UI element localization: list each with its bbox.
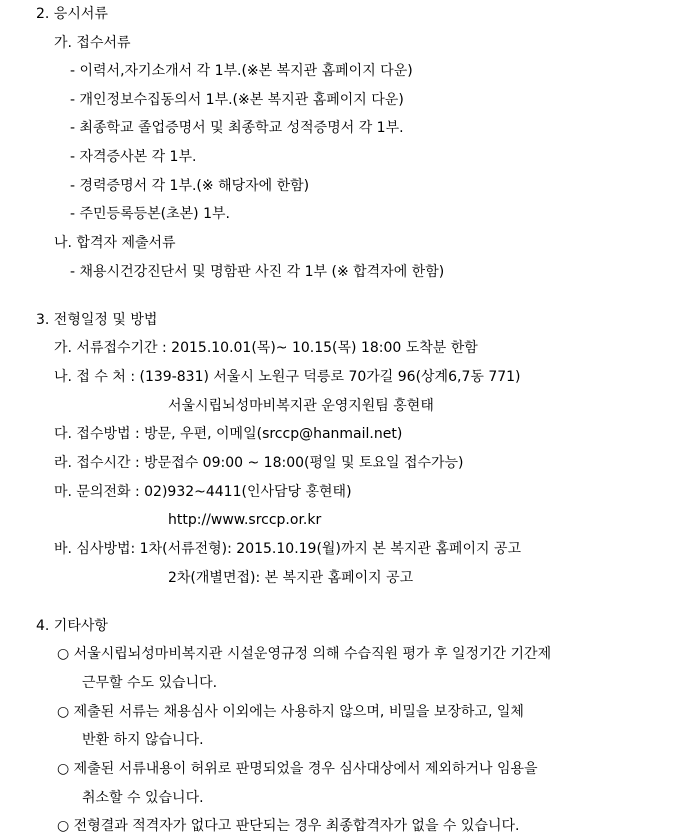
application-hours: 라. 접수시간 : 방문접수 09:00 ~ 18:00(평일 및 토요일 접수가능) <box>54 455 464 471</box>
application-period: 가. 서류접수기간 : 2015.10.01(목)~ 10.15(목) 18:00 도착분 한함 <box>54 340 478 356</box>
document-item: - 자격증사본 각 1부. <box>70 149 197 165</box>
section-2-heading: 2. 응시서류 <box>36 6 108 22</box>
subsection-successful-applicant-documents: 나. 합격자 제출서류 <box>54 235 176 251</box>
document-item: - 이력서,자기소개서 각 1부.(※본 복지관 홈페이지 다운) <box>70 63 413 79</box>
website-url: http://www.srccp.or.kr <box>168 512 322 528</box>
subsection-application-documents: 가. 접수서류 <box>54 35 131 51</box>
notice-item-2: ○ 제출된 서류는 채용심사 이외에는 사용하지 않으며, 비밀을 보장하고, 일체 <box>57 704 524 720</box>
application-method: 다. 접수방법 : 방문, 우편, 이메일(srccp@hanmail.net) <box>54 426 403 442</box>
review-method-first: 바. 심사방법: 1차(서류전형): 2015.10.19(월)까지 본 복지관 홈페이지 공고 <box>54 541 521 557</box>
document-item: - 채용시건강진단서 및 명함판 사진 각 1부 (※ 합격자에 한함) <box>70 264 445 280</box>
notice-item-2-cont: 반환 하지 않습니다. <box>82 732 204 748</box>
section-4-heading: 4. 기타사항 <box>36 618 108 634</box>
notice-item-1: ○ 서울시립뇌성마비복지관 시설운영규정 의해 수습직원 평가 후 일정기간 기간제 <box>57 646 552 662</box>
document-item: - 경력증명서 각 1부.(※ 해당자에 한함) <box>70 178 310 194</box>
notice-item-1-cont: 근무할 수도 있습니다. <box>82 675 218 691</box>
application-address: 나. 접 수 처 : (139-831) 서울시 노원구 덕릉로 70가길 96(상계6,7동 771) <box>54 369 521 385</box>
notice-item-3: ○ 제출된 서류내용이 허위로 판명되었을 경우 심사대상에서 제외하거나 임용을 <box>57 761 538 777</box>
section-3-heading: 3. 전형일정 및 방법 <box>36 312 158 328</box>
review-method-second: 2차(개별면접): 본 복지관 홈페이지 공고 <box>168 570 414 586</box>
notice-item-3-cont: 취소할 수 있습니다. <box>82 790 204 806</box>
contact-phone: 마. 문의전화 : 02)932~4411(인사담당 홍현태) <box>54 484 352 500</box>
document-item: - 주민등록등본(초본) 1부. <box>70 206 230 222</box>
application-address-recipient: 서울시립뇌성마비복지관 운영지원팀 홍현태 <box>168 398 434 414</box>
notice-item-4: ○ 전형결과 적격자가 없다고 판단되는 경우 최종합격자가 없을 수 있습니다. <box>57 818 520 834</box>
document-item: - 개인정보수집동의서 1부.(※본 복지관 홈페이지 다운) <box>70 92 404 108</box>
document-item: - 최종학교 졸업증명서 및 최종학교 성적증명서 각 1부. <box>70 120 404 136</box>
